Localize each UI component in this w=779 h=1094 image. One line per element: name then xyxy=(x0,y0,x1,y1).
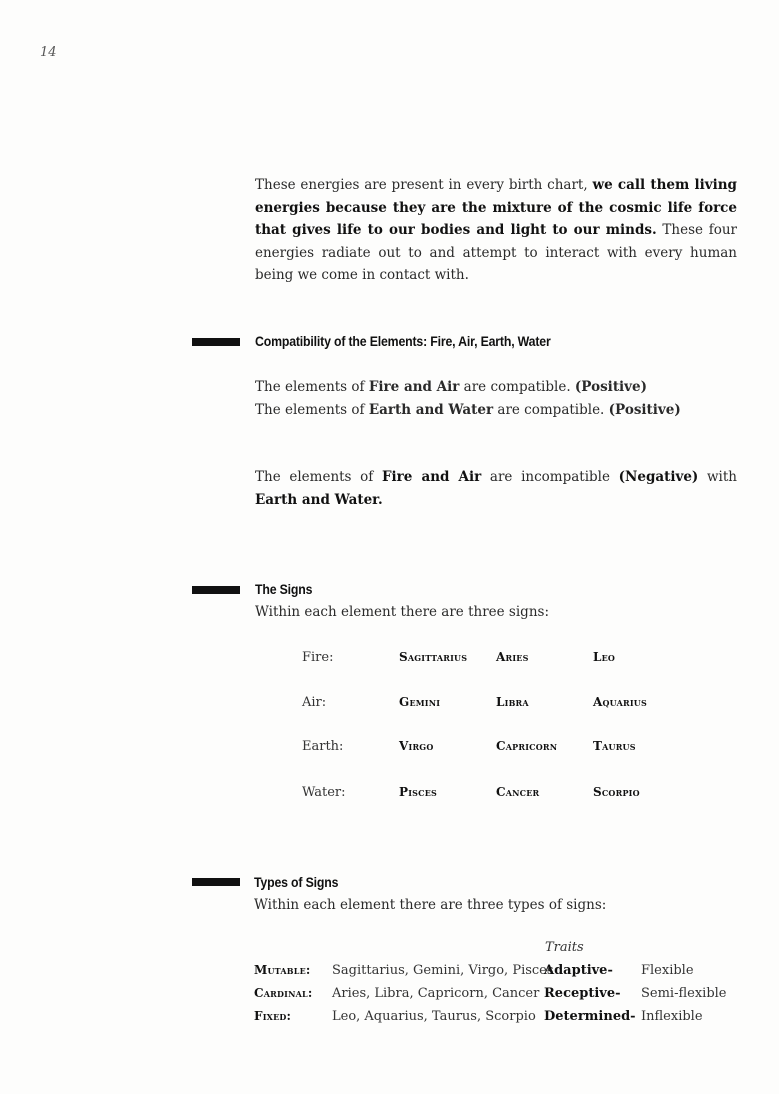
element-label: Water: xyxy=(302,785,346,800)
type-flexibility: Semi-flexible xyxy=(641,986,727,1001)
type-signs: Sagittarius, Gemini, Virgo, Pisces xyxy=(332,963,554,978)
element-row-air xyxy=(302,695,722,715)
element-label: Earth: xyxy=(302,739,344,754)
signs-subtitle: Within each element there are three signs: xyxy=(255,604,549,620)
sign-name: Cancer xyxy=(496,785,540,799)
intro-paragraph xyxy=(255,174,737,287)
type-name: Fixed: xyxy=(254,1009,292,1023)
intro-text-2: These four energies radiate out to and attempt to interact with every human being we come in contact with. xyxy=(255,222,737,283)
section-bar-types xyxy=(192,878,240,886)
compat-line-3-pre: The elements of xyxy=(255,469,382,485)
sign-name: Sagittarius xyxy=(399,650,468,664)
type-row-cardinal xyxy=(254,986,734,1008)
compat-line-1-tag: (Positive) xyxy=(574,379,648,395)
sign-name: Libra xyxy=(496,695,529,709)
type-name: Mutable: xyxy=(254,963,311,977)
element-label: Air: xyxy=(302,695,327,710)
intro-bold: we call them living energies because they are the mixture of the cosmic life force that gives life to our bodies and light to our minds. xyxy=(255,177,737,238)
sign-name: Taurus xyxy=(593,739,636,753)
sign-name: Scorpio xyxy=(593,785,640,799)
compat-line-1-bold: Fire and Air xyxy=(368,379,460,395)
type-trait: Adaptive- xyxy=(544,963,613,978)
compat-line-2-pre: The elements of xyxy=(255,402,369,418)
element-row-earth xyxy=(302,739,722,759)
type-signs: Leo, Aquarius, Taurus, Scorpio xyxy=(332,1009,536,1024)
sign-name: Gemini xyxy=(399,695,441,709)
sign-name: Aries xyxy=(496,650,529,664)
sign-name: Pisces xyxy=(399,785,437,799)
element-row-fire xyxy=(302,650,722,670)
element-row-water xyxy=(302,785,722,805)
section-bar-compatibility xyxy=(192,338,240,346)
types-subtitle: Within each element there are three types of signs: xyxy=(254,897,607,913)
compat-line-3 xyxy=(255,466,737,511)
compat-line-3-mid: are incompatible xyxy=(481,469,619,485)
sign-name: Leo xyxy=(593,650,616,664)
type-signs: Aries, Libra, Capricorn, Cancer xyxy=(332,986,540,1001)
sign-name: Capricorn xyxy=(496,739,558,753)
intro-text-1: These energies are present in every birth chart, xyxy=(255,177,593,193)
compat-line-3-tag: (Negative) xyxy=(618,469,699,485)
traits-header: Traits xyxy=(545,940,584,955)
compat-line-2-bold: Earth and Water xyxy=(368,402,494,418)
heading-compatibility: Compatibility of the Elements: Fire, Air, Earth, Water xyxy=(255,333,551,349)
compat-line-2 xyxy=(255,399,681,422)
type-trait: Determined- xyxy=(544,1009,636,1024)
compat-line-1 xyxy=(255,376,647,399)
compat-line-2-mid: are compatible. xyxy=(493,402,609,418)
compat-line-1-pre: The elements of xyxy=(255,379,369,395)
type-flexibility: Inflexible xyxy=(641,1009,703,1024)
section-bar-signs xyxy=(192,586,240,594)
type-trait: Receptive- xyxy=(544,986,621,1001)
sign-name: Aquarius xyxy=(593,695,647,709)
compat-line-3-post: with xyxy=(698,469,737,485)
type-name: Cardinal: xyxy=(254,986,313,1000)
page-number: 14 xyxy=(40,45,57,60)
heading-signs: The Signs xyxy=(255,581,313,597)
compat-line-3-bold: Fire and Air xyxy=(381,469,482,485)
element-label: Fire: xyxy=(302,650,334,665)
type-row-fixed xyxy=(254,1009,734,1031)
compat-line-1-mid: are compatible. xyxy=(459,379,575,395)
sign-name: Virgo xyxy=(399,739,434,753)
compat-line-3-bold2: Earth and Water. xyxy=(255,491,383,508)
heading-types: Types of Signs xyxy=(254,874,339,890)
type-row-mutable xyxy=(254,963,734,985)
type-flexibility: Flexible xyxy=(641,963,694,978)
compat-line-2-tag: (Positive) xyxy=(608,402,681,418)
